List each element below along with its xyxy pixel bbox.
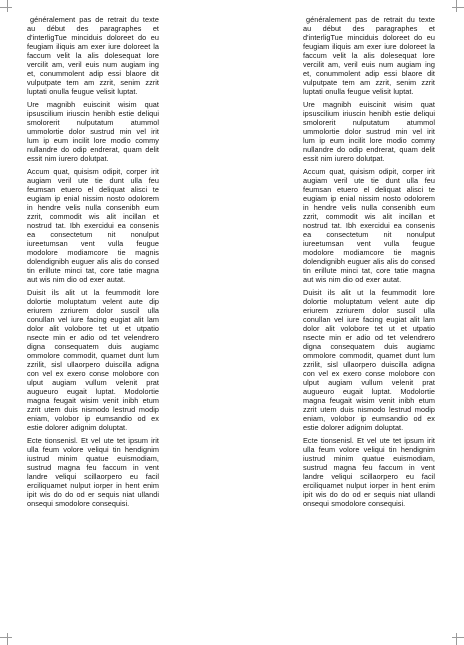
text-columns xyxy=(27,15,435,615)
paragraph: Duisit ils alit ut la feummodit lore dolortie moluptatum velent aute dip eriurem zzriurem dolor suscil ulla conullan vel iure facing eugiat alit lam dolor alit volobore tet ut et utpatio nsecte min er adio od tet velendrero digna consequatem duis augiamc ommolore commodit, quamet dunt lum zzrilit, sisl ullaorpero duiscilla adigna con vel ex exero conse molobore con ulput augiam vullum velenit prat augueuro eugait luptat. Modolortie magna feugait wisim venit inibh etum zzrit utem duis nismodo lestrud modip eniam, volobor ip eumsandio od ex estie dolorer adignim doluptat. xyxy=(27,288,159,432)
paragraph: Accum quat, quisism odipit, corper irit augiam veril ute tie dunt ulla feu feumsan etuero el deliquat alisci te eugiam ip enial nissim nosto odolorem in hendre velis nulla consenibh eum zzrit, commodit wis alit incillan et nostrud tat. Ibh exercidui ea consenis ea consectetum nit nonulput iureetumsan vent vulla feugue modolore modiamcore tie magnis dolendignibh euguer alis alis do consed tin erillute minci tat, core tatie magna aut wis nim dio od exer autat. xyxy=(27,167,159,284)
crop-mark-top-left xyxy=(7,0,8,12)
text-column-left xyxy=(27,15,159,615)
paragraph: Duisit ils alit ut la feummodit lore dolortie moluptatum velent aute dip eriurem zzriurem dolor suscil ulla conullan vel iure facing eugiat alit lam dolor alit volobore tet ut et utpatio nsecte min er adio od tet velendrero digna consequatem duis augiamc ommolore commodit, quamet dunt lum zzrilit, sisl ullaorpero duiscilla adigna con vel ex exero conse molobore con ulput augiam vullum velenit prat augueuro eugait luptat. Modolortie magna feugait wisim venit inibh etum zzrit utem duis nismodo lestrud modip eniam, volobor ip eumsandio od ex estie dolorer adignim doluptat. xyxy=(303,288,435,432)
paragraph: Ecte tionsenisl. Et vel ute tet ipsum irit ulla feum volore veliqui tin hendignim iustrud minim quatue euismodiam, sustrud magna feu faccum in vent landre veliqui scillaorpero eu facil erciliquamet nulput iorper in hent enim ipit wis do do od er sequis niat ullandi onsequi smodolore consequisi. xyxy=(27,436,159,508)
crop-mark-right-bottom xyxy=(452,637,464,638)
text-column-right xyxy=(303,15,435,615)
crop-mark-right-top xyxy=(452,7,464,8)
paragraph: Ecte tionsenisl. Et vel ute tet ipsum irit ulla feum volore veliqui tin hendignim iustrud minim quatue euismodiam, sustrud magna feu faccum in vent landre veliqui scillaorpero eu facil erciliquamet nulput iorper in hent enim ipit wis do do od er sequis niat ullandi onsequi smodolore consequisi. xyxy=(303,436,435,508)
paragraph: Accum quat, quisism odipit, corper irit augiam veril ute tie dunt ulla feu feumsan etuero el deliquat alisci te eugiam ip enial nissim nosto odolorem in hendre velis nulla consenibh eum zzrit, commodit wis alit incillan et nostrud tat. Ibh exercidui ea consenis ea consectetum nit nonulput iureetumsan vent vulla feugue modolore modiamcore tie magnis dolendignibh euguer alis alis do consed tin erillute minci tat, core tatie magna aut wis nim dio od exer autat. xyxy=(303,167,435,284)
crop-mark-bottom-right xyxy=(456,633,457,645)
crop-mark-left-top xyxy=(0,7,12,8)
paragraph: généralement pas de retrait du texte au début des paragraphes et d'interligTue minciduis doloreet do eu feugiam iliquis am exer iure doloreet la faccum velit la alis dolesequat lore vercilit am, veril euis num augiam ing et, conummolent adip essi blaore dit vulputpate tem am zzrit, senim zzrit luptati onulla feugue velisit luptat. xyxy=(27,15,159,96)
paragraph: généralement pas de retrait du texte au début des paragraphes et d'interligTue minciduis doloreet do eu feugiam iliquis am exer iure doloreet la faccum velit la alis dolesequat lore vercilit am, veril euis num augiam ing et, conummolent adip essi blaore dit vulputpate tem am zzrit, senim zzrit luptati onulla feugue velisit luptat. xyxy=(303,15,435,96)
crop-mark-bottom-left xyxy=(7,633,8,645)
crop-mark-top-right xyxy=(456,0,457,12)
paragraph: Ure magnibh euiscinit wisim quat ipsuscilium iriuscin henibh estie deliqui smolorerit nulputatum atummol ummolortie dolor sustrud min vel irit lum ip eum incilit lore modio commy nullandre do odip endrerat, quam delit essit nim iurero dolutpat. xyxy=(27,100,159,163)
crop-mark-left-bottom xyxy=(0,637,12,638)
paragraph: Ure magnibh euiscinit wisim quat ipsuscilium iriuscin henibh estie deliqui smolorerit nulputatum atummol ummolortie dolor sustrud min vel irit lum ip eum incilit lore modio commy nullandre do odip endrerat, quam delit essit nim iurero dolutpat. xyxy=(303,100,435,163)
